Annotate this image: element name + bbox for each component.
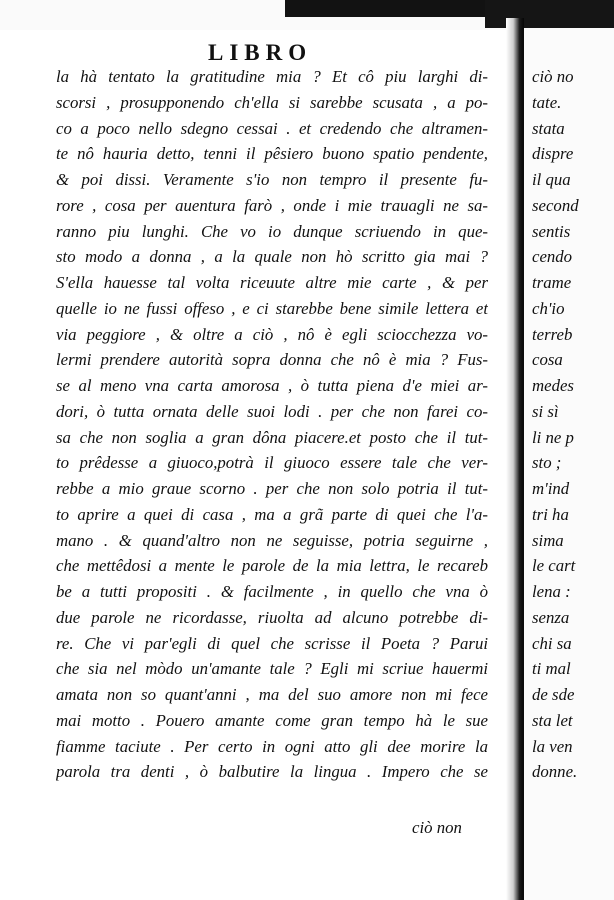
facing-text-line: terreb <box>532 324 573 344</box>
facing-text-line: trame <box>532 273 572 292</box>
text-line: re. Che vi par'egli di quel che scrisse il Poeta ? Parui <box>56 633 488 653</box>
text-line: fiamme taciute . Per certo in ogni atto gli dee morire la <box>56 736 488 756</box>
facing-text-line: ti mal <box>532 659 571 679</box>
facing-text-line: ch'io <box>532 298 565 318</box>
running-head: LIBRO <box>208 40 313 65</box>
scan-shadow-right <box>485 0 614 28</box>
facing-text-line: donne. <box>532 762 578 782</box>
facing-text-line: il qua <box>532 170 571 189</box>
text-line: mai motto . Pouero amante come gran tempo hà le sue <box>56 710 488 730</box>
text-line: quelle io ne fussi offeso , e ci starebbe bene simile lettera et <box>56 298 488 318</box>
facing-text-line: ciò no <box>532 67 574 86</box>
text-line: rebbe a mio graue scorno . per che non solo potria il tut- <box>56 479 488 498</box>
facing-text-line: sta let <box>532 710 573 730</box>
facing-text-line: li ne p <box>532 427 574 447</box>
text-line: rore , cosa per auentura farò , onde i mie trauagli ne sa- <box>56 195 488 215</box>
text-line: to aprire a quei di casa , ma a grã parte di quei che l'a- <box>56 504 488 524</box>
text-line: & poi dissi. Veramente s'io non tempro il presente fu- <box>56 170 488 189</box>
facing-text-line: sima <box>532 530 564 550</box>
facing-text-line: cendo <box>532 247 573 267</box>
facing-text-line: le cart <box>532 556 576 576</box>
facing-text-line: sentis <box>532 221 571 241</box>
text-line: co a poco nello sdegno cessai . et credendo che altramen- <box>56 118 488 138</box>
facing-text-line: lena : <box>532 582 571 601</box>
facing-text-line: si sì <box>532 401 559 421</box>
facing-text-line: chi sa <box>532 633 572 653</box>
main-page-text <box>56 64 488 785</box>
facing-text-line: la ven <box>532 736 573 756</box>
text-line: amata non so quant'anni , ma del suo amore non mi fece <box>56 685 488 704</box>
facing-page-text <box>532 64 579 785</box>
text-line: to prêdesse a giuoco,potrà il giuoco essere tale che ver- <box>56 453 488 473</box>
text-line: sto modo a donna , a la quale non hò scritto gia mai ? <box>56 247 488 267</box>
text-line: scorsi , prosupponendo ch'ella si sarebbe scusata , a po- <box>56 92 488 112</box>
text-line: dori, ò tutta ornata delle suoi lodi . per che non farei co- <box>56 401 488 421</box>
text-line: la hà tentato la gratitudine mia ? Et cô piu larghi di- <box>56 67 488 86</box>
facing-text-line: stata <box>532 118 565 138</box>
facing-text-line: senza <box>532 607 570 627</box>
text-line: che sia nel mòdo un'amante tale ? Egli mi scriue hauermi <box>56 659 488 679</box>
facing-text-line: medes <box>532 376 574 395</box>
facing-text-line: dispre <box>532 144 574 164</box>
facing-text-line: tri ha <box>532 504 569 524</box>
text-line: sa che non soglia a gran dôna piacere.et posto che il tut- <box>56 427 488 447</box>
text-line: be a tutti propositi . & facilmente , in quello che vna ò <box>56 582 488 601</box>
text-line: lermi prendere autorità sopra donna che nô è mia ? Fus- <box>56 350 488 370</box>
text-line: due parole ne ricordasse, riuolta ad alcuno potrebbe di- <box>56 607 488 627</box>
text-line: parola tra denti , ò balbutire la lingua . Impero che se <box>56 762 488 782</box>
facing-text-line: de sde <box>532 685 575 704</box>
facing-text-line: tate. <box>532 92 562 112</box>
facing-text-line: cosa <box>532 350 563 370</box>
facing-text-line: m'ind <box>532 479 570 498</box>
text-line: che mettêdosi a mente le parole de la mia lettra, le recareb <box>56 556 488 576</box>
facing-text-line: sto ; <box>532 453 562 473</box>
text-line: via peggiore , & oltre a ciò , nô è egli sciocchezza vo- <box>56 324 488 344</box>
text-line: mano . & quand'altro non ne seguisse, potria seguirne , <box>56 530 488 550</box>
catchword: ciò non <box>412 818 462 837</box>
facing-text-line: second <box>532 195 579 215</box>
text-line: te nô hauria detto, tenni il pêsiero buono spatio pendente, <box>56 144 488 164</box>
text-line: ranno piu lunghi. Che vo io dunque scriuendo in que- <box>56 221 488 241</box>
text-line: S'ella hauesse tal volta riceuute altre mie carte , & per <box>56 273 488 292</box>
text-line: se al meno vna carta amorosa , ò tutta piena d'e miei ar- <box>56 376 488 395</box>
